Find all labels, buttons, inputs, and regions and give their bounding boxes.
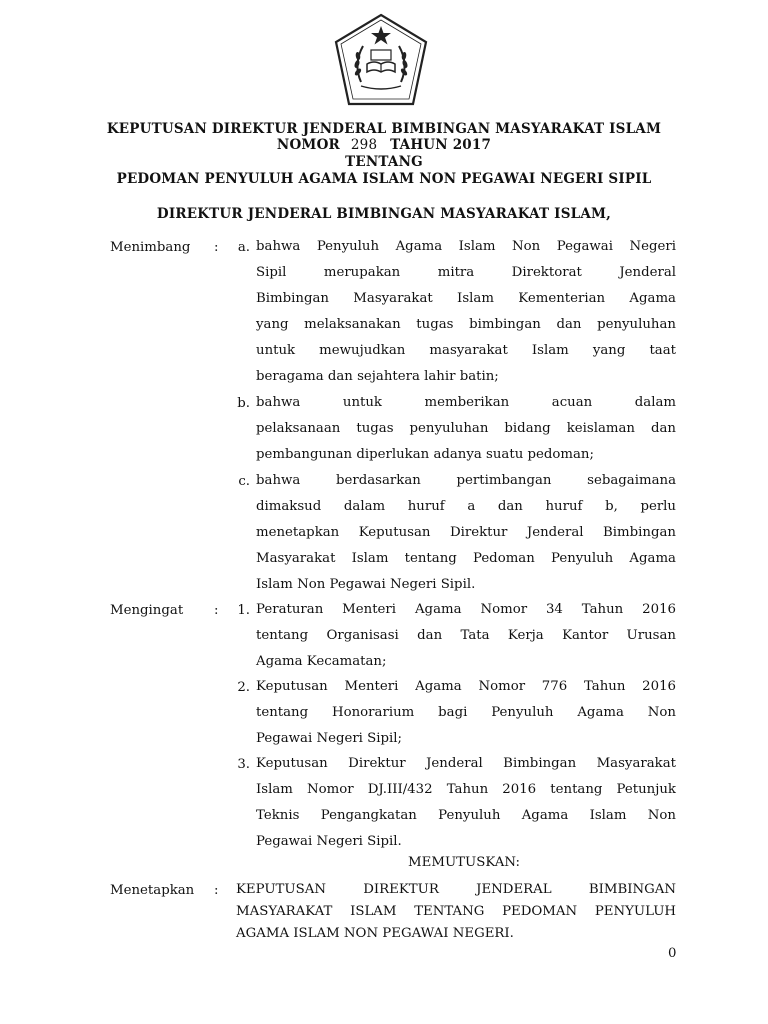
- tahun-label: TAHUN 2017: [390, 137, 492, 153]
- menetapkan-text: [236, 879, 676, 945]
- text-line: KEPUTUSAN DIREKTUR JENDERAL BIMBINGAN: [236, 882, 676, 897]
- mengingat-label: Mengingat: [110, 603, 184, 618]
- menimbang-label: Menimbang: [110, 240, 191, 255]
- mengingat-item-3: [256, 751, 676, 855]
- signatory-heading: DIREKTUR JENDERAL BIMBINGAN MASYARAKAT ISLAM,: [156, 206, 612, 222]
- memutuskan-heading: MEMUTUSKAN:: [408, 855, 520, 870]
- text-line: Teknis Pengangkatan Penyuluh Agama Islam Non: [256, 808, 676, 823]
- text-line: menetapkan Keputusan Direktur Jenderal Bimbingan: [256, 525, 676, 540]
- mengingat-item-1: [256, 597, 676, 675]
- mengingat-item-2: [256, 674, 676, 752]
- text-line: AGAMA ISLAM NON PEGAWAI NEGERI.: [236, 926, 514, 941]
- nomor-label: NOMOR: [276, 137, 340, 153]
- text-line: Keputusan Direktur Jenderal Bimbingan Masyarakat: [256, 756, 676, 771]
- text-line: Peraturan Menteri Agama Nomor 34 Tahun 2016: [256, 602, 676, 617]
- text-line: Sipil merupakan mitra Direktorat Jenderal: [256, 265, 676, 280]
- text-line: Keputusan Menteri Agama Nomor 776 Tahun 2016: [256, 679, 676, 694]
- menetapkan-label: Menetapkan: [110, 883, 195, 898]
- decree-number-line: [0, 137, 768, 153]
- menimbang-marker-a: a.: [237, 240, 250, 255]
- text-line: Masyarakat Islam tentang Pedoman Penyuluh Agama: [256, 551, 676, 566]
- text-line: Agama Kecamatan;: [256, 654, 387, 669]
- text-line: pembangunan diperlukan adanya suatu pedoman;: [256, 447, 594, 462]
- kementerian-agama-emblem: [331, 12, 431, 112]
- text-line: Islam Non Pegawai Negeri Sipil.: [256, 577, 476, 592]
- menimbang-item-c: [256, 468, 676, 598]
- mengingat-marker-1: 1.: [237, 603, 250, 618]
- mengingat-colon: :: [214, 603, 219, 618]
- text-line: yang melaksanakan tugas bimbingan dan penyuluhan: [256, 317, 676, 332]
- decree-subject: PEDOMAN PENYULUH AGAMA ISLAM NON PEGAWAI NEGERI SIPIL: [116, 171, 652, 187]
- menimbang-marker-b: b.: [237, 396, 250, 411]
- text-line: bahwa untuk memberikan acuan dalam: [256, 395, 676, 410]
- menimbang-item-a: [256, 234, 676, 390]
- text-line: dimaksud dalam huruf a dan huruf b, perlu: [256, 499, 676, 514]
- text-line: untuk mewujudkan masyarakat Islam yang taat: [256, 343, 676, 358]
- text-line: Pegawai Negeri Sipil;: [256, 731, 403, 746]
- text-line: bahwa Penyuluh Agama Islam Non Pegawai Negeri: [256, 239, 676, 254]
- text-line: Pegawai Negeri Sipil.: [256, 834, 402, 849]
- mengingat-marker-3: 3.: [237, 757, 250, 772]
- text-line: beragama dan sejahtera lahir batin;: [256, 369, 499, 384]
- page-number: 0: [668, 946, 677, 961]
- mengingat-marker-2: 2.: [237, 680, 250, 695]
- menetapkan-colon: :: [214, 883, 219, 898]
- menimbang-colon: :: [214, 240, 219, 255]
- text-line: Bimbingan Masyarakat Islam Kementerian Agama: [256, 291, 676, 306]
- text-line: Islam Nomor DJ.III/432 Tahun 2016 tentang Petunjuk: [256, 782, 676, 797]
- text-line: tentang Organisasi dan Tata Kerja Kantor Urusan: [256, 628, 676, 643]
- nomor-value: 298: [350, 137, 378, 153]
- decree-title: KEPUTUSAN DIREKTUR JENDERAL BIMBINGAN MASYARAKAT ISLAM: [106, 121, 662, 137]
- menimbang-item-b: [256, 390, 676, 468]
- text-line: MASYARAKAT ISLAM TENTANG PEDOMAN PENYULUH: [236, 904, 676, 919]
- text-line: pelaksanaan tugas penyuluhan bidang keislaman dan: [256, 421, 676, 436]
- tentang-heading: TENTANG: [345, 154, 423, 170]
- text-line: bahwa berdasarkan pertimbangan sebagaimana: [256, 473, 676, 488]
- menimbang-marker-c: c.: [238, 474, 250, 489]
- text-line: tentang Honorarium bagi Penyuluh Agama Non: [256, 705, 676, 720]
- star-icon: [371, 26, 391, 45]
